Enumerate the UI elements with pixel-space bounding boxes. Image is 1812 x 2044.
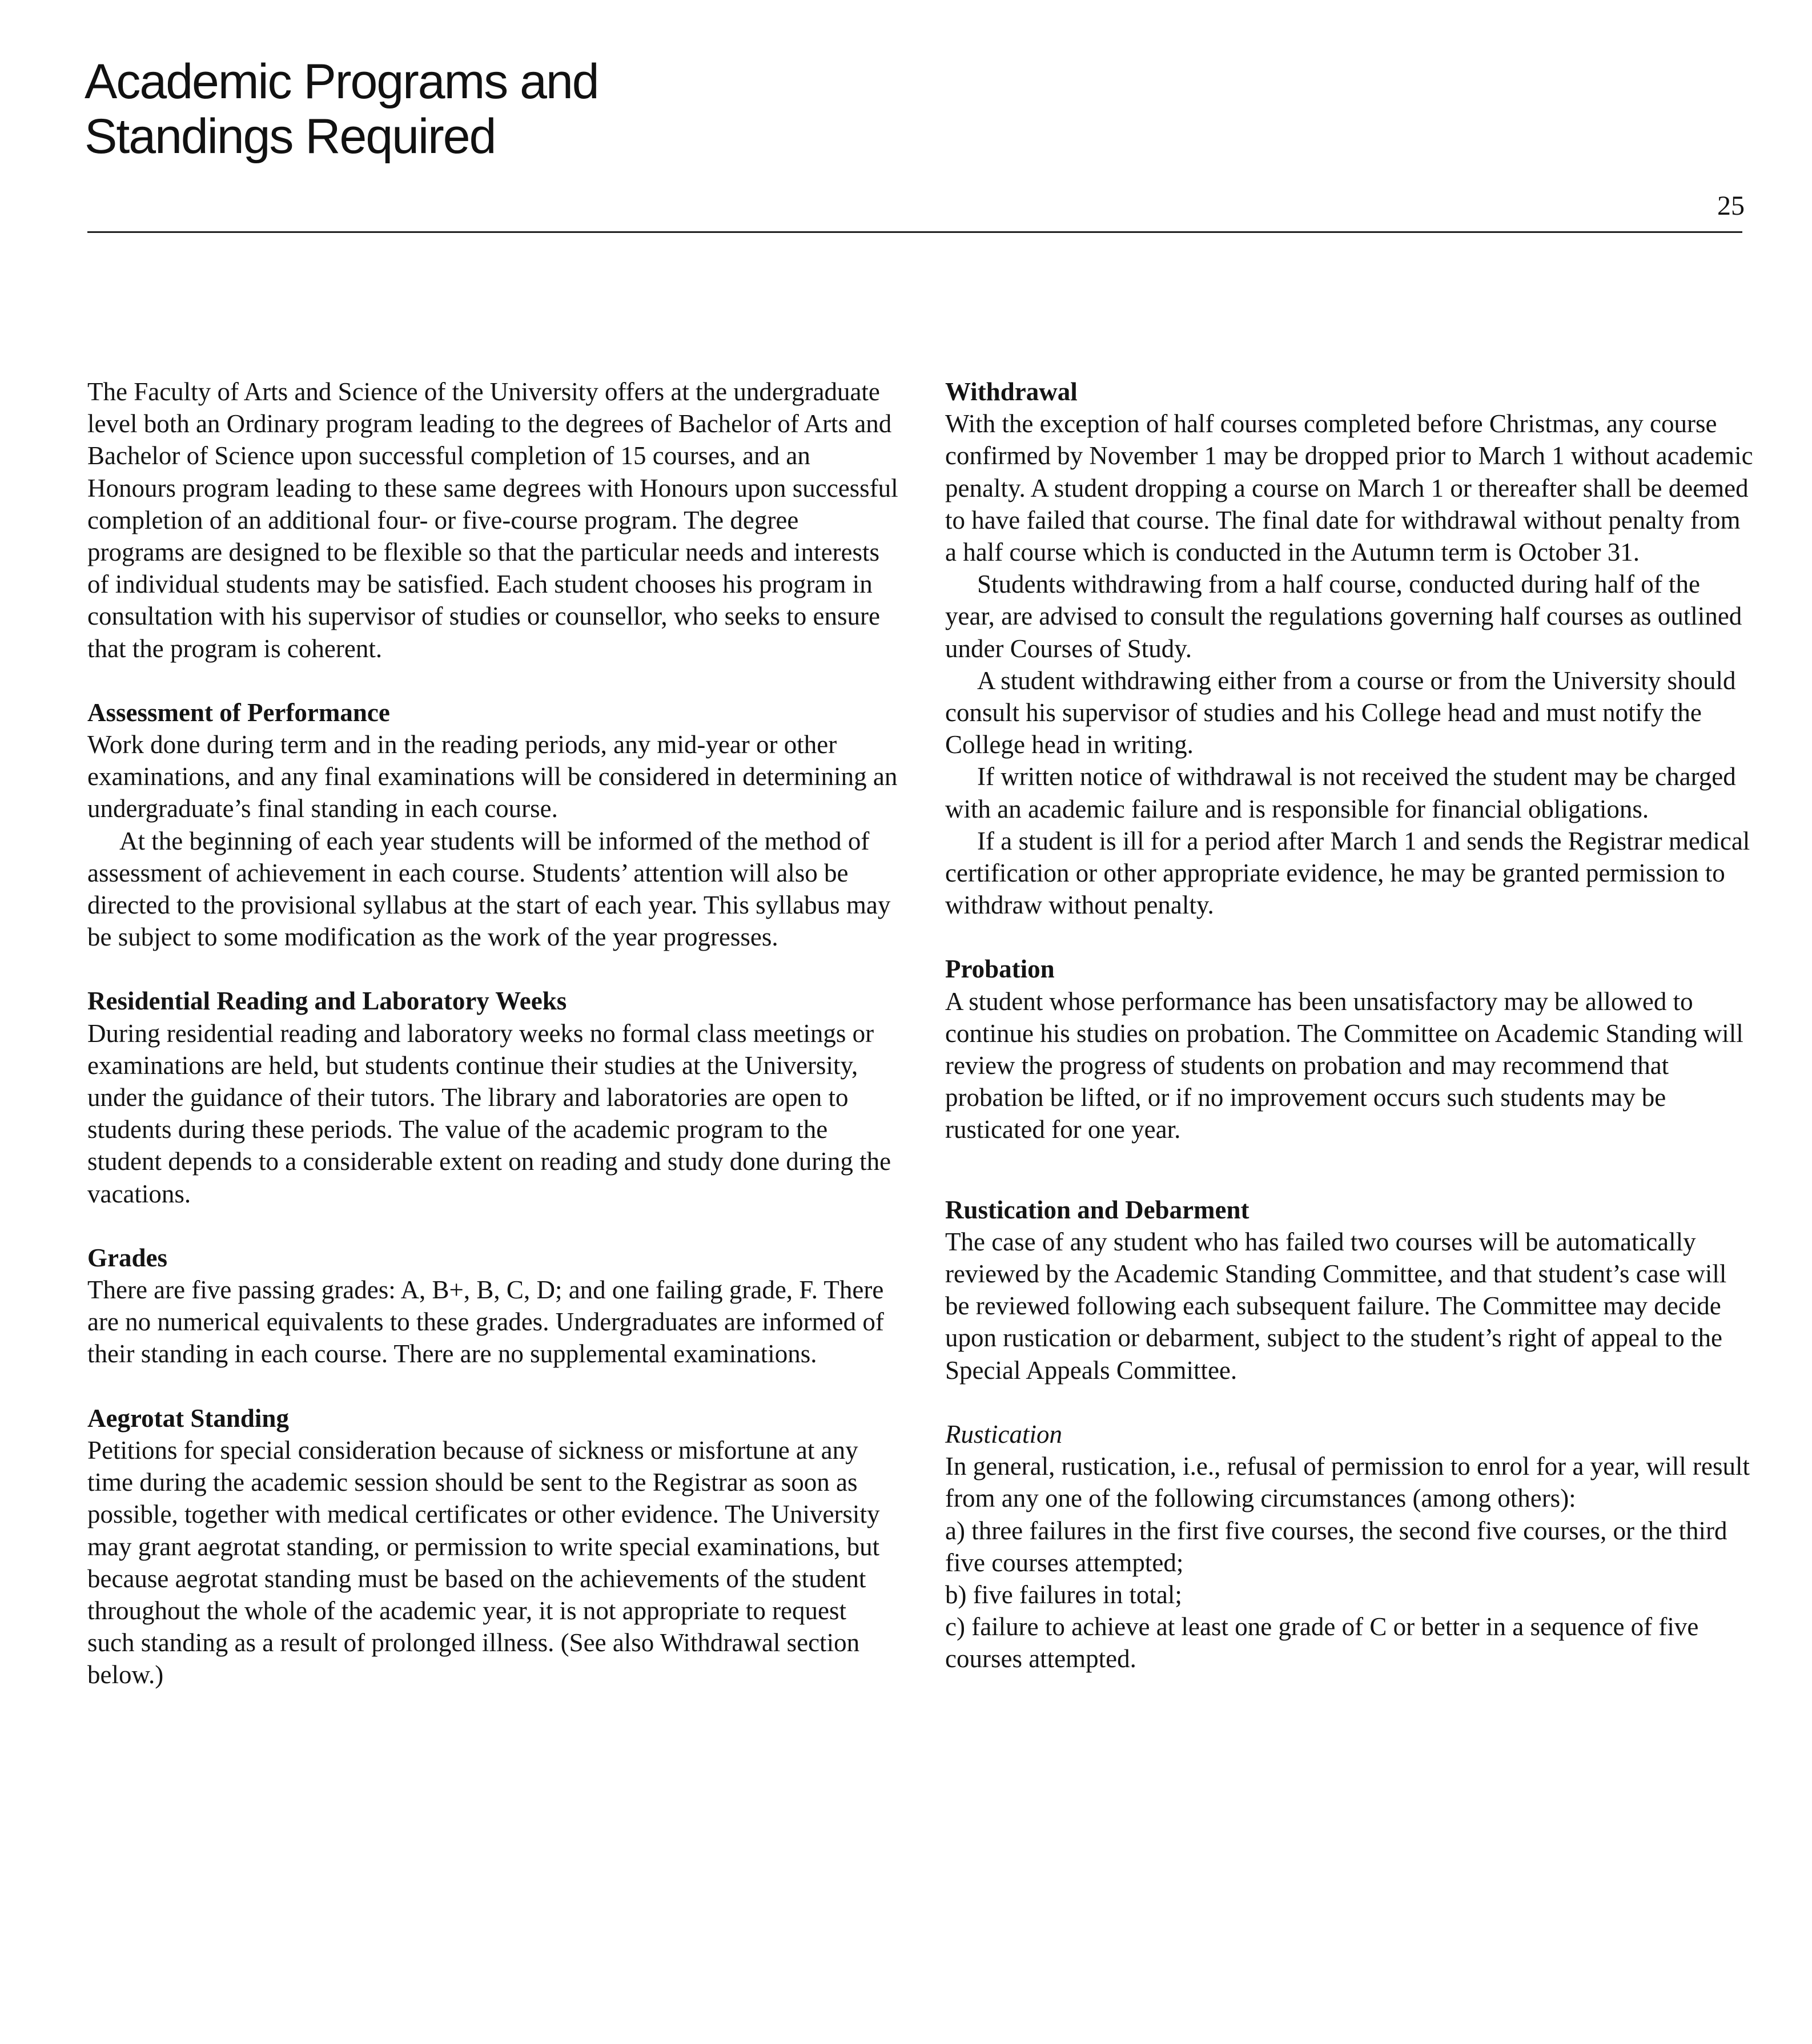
intro-paragraph: The Faculty of Arts and Science of the University offers at the undergraduate level both an Ordinary program leading to the degrees of Bachelor of Arts and Bachelor of Science upon successful completion of 15 courses, and an Honours program leading to these same degrees with Honours upon successful completion of an additional four- or five-course program. The degree programs are designed to be flexible so that the particular needs and interests of individual students may be satisfied. Each student chooses his program in consultation with his supervisor of studies or counsellor, who seeks to ensure that the program is coherent.	[87, 377, 898, 663]
right-column	[945, 376, 1756, 1675]
heading-grades: Grades	[87, 1243, 167, 1272]
rustication-debarment-paragraph: The case of any student who has failed two courses will be automatically reviewed by the Academic Standing Committee, and that student’s case will be reviewed following each subsequent failure. The Committee may decide upon rustication or debarment, subject to the student’s right of appeal to the Special Appeals Committee.	[945, 1227, 1727, 1385]
list-item: c) failure to achieve at least one grade of C or better in a sequence of five courses attempted.	[945, 1612, 1699, 1673]
withdrawal-paragraph-3: A student withdrawing either from a course or from the University should consult his supervisor of studies and his College head and must notify the College head in writing.	[945, 666, 1736, 759]
residential-paragraph: During residential reading and laboratory weeks no formal class meetings or examinations are held, but students continue their studies at the University, under the guidance of their tutors. The library and laboratories are open to students during these periods. The value of the academic program to the student depends to a considerable extent on reading and study done during the vacations.	[87, 1019, 891, 1208]
heading-assessment: Assessment of Performance	[87, 698, 390, 727]
withdrawal-paragraph-2: Students withdrawing from a half course, conducted during half of the year, are advised to consult the regulations governing half courses as outlined under Courses of Study.	[945, 570, 1742, 663]
heading-probation: Probation	[945, 955, 1055, 984]
aegrotat-paragraph: Petitions for special consideration because of sickness or misfortune at any time during the academic session should be sent to the Registrar as soon as possible, together with medical certificates or other evidence. The University may grant aegrotat standing, or permission to write special examinations, but because aegrotat standing must be based on the achievements of the student throughout the whole of the academic year, it is not appropriate to request such standing as a result of prolonged illness. (See also Withdrawal section below.)	[87, 1435, 880, 1689]
page-number: 25	[1717, 191, 1745, 221]
assessment-paragraph-2: At the beginning of each year students will be informed of the method of assessment of achievement in each course. Students’ attention will also be directed to the provisional syllabus at the start of each year. This syllabus may be subject to some modification as the work of the year progresses.	[87, 826, 891, 952]
header-rule	[87, 231, 1742, 233]
assessment-paragraph-1: Work done during term and in the reading periods, any mid-year or other examinations, and any final examinations will be considered in determining an undergraduate’s final standing in each course.	[87, 730, 898, 823]
heading-residential: Residential Reading and Laboratory Weeks	[87, 987, 567, 1016]
list-item: b) five failures in total;	[945, 1580, 1182, 1609]
probation-paragraph: A student whose performance has been unsatisfactory may be allowed to continue his studies on probation. The Committee on Academic Standing will review the progress of students on probation and may recommend that probation be lifted, or if no improvement occurs such students may be rusticated for one year.	[945, 987, 1743, 1144]
heading-aegrotat: Aegrotat Standing	[87, 1403, 289, 1433]
list-item: a) three failures in the first five courses, the second five courses, or the third five courses attempted;	[945, 1516, 1727, 1577]
grades-paragraph: There are five passing grades: A, B+, B, C, D; and one failing grade, F. There are no numerical equivalents to these grades. Undergraduates are informed of their standing in each course. There are no supplemental examinations.	[87, 1276, 884, 1369]
withdrawal-paragraph-5: If a student is ill for a period after March 1 and sends the Registrar medical certification or other appropriate evidence, he may be granted permission to withdraw without penalty.	[945, 826, 1750, 920]
left-column	[87, 376, 898, 1691]
heading-withdrawal: Withdrawal	[945, 377, 1078, 406]
rustication-paragraph: In general, rustication, i.e., refusal of permission to enrol for a year, will result from any one of the following circumstances (among others):	[945, 1452, 1750, 1513]
page-title: Academic Programs and Standings Required	[85, 54, 598, 164]
withdrawal-paragraph-4: If written notice of withdrawal is not received the student may be charged with an academic failure and is responsible for financial obligations.	[945, 762, 1736, 823]
heading-rustication: Rustication	[945, 1419, 1062, 1448]
withdrawal-paragraph-1: With the exception of half courses completed before Christmas, any course confirmed by November 1 may be dropped prior to March 1 without academic penalty. A student dropping a course on March 1 or thereafter shall be deemed to have failed that course. The final date for withdrawal without penalty from a half course which is conducted in the Autumn term is October 31.	[945, 409, 1753, 567]
heading-rustication-debarment: Rustication and Debarment	[945, 1195, 1249, 1224]
